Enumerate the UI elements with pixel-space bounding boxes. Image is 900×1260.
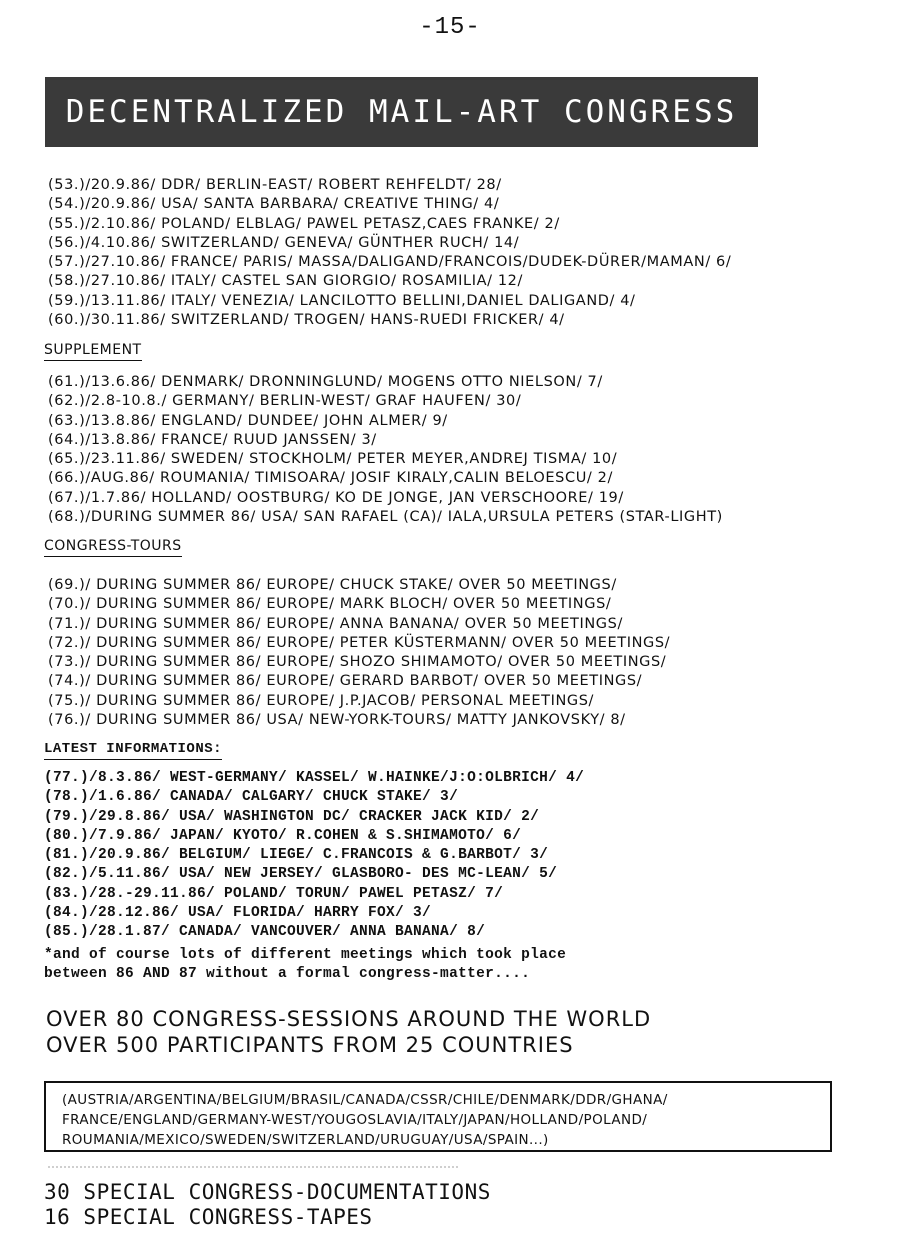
list-item: (67.)/1.7.86/ HOLLAND/ OOSTBURG/ KO DE JONGE, JAN VERSCHOORE/ 19/ <box>48 489 624 506</box>
list-item: (63.)/13.8.86/ ENGLAND/ DUNDEE/ JOHN ALMER/ 9/ <box>48 412 448 429</box>
footnote <box>44 946 566 984</box>
list-item: (66.)/AUG.86/ ROUMANIA/ TIMISOARA/ JOSIF KIRALY,CALIN BELOESCU/ 2/ <box>48 470 613 487</box>
list-item: (60.)/30.11.86/ SWITZERLAND/ TROGEN/ HANS-RUEDI FRICKER/ 4/ <box>48 312 565 329</box>
list-item: (75.)/ DURING SUMMER 86/ EUROPE/ J.P.JACOB/ PERSONAL MEETINGS/ <box>48 692 595 709</box>
congress-tours-heading: CONGRESS-TOURS <box>44 538 182 557</box>
countries-line: ROUMANIA/MEXICO/SWEDEN/SWITZERLAND/URUGUAY/USA/SPAIN...) <box>62 1132 549 1148</box>
summary-block <box>46 1006 651 1058</box>
congress-tours-list <box>48 576 670 730</box>
list-item: (71.)/ DURING SUMMER 86/ EUROPE/ ANNA BANANA/ OVER 50 MEETINGS/ <box>48 615 623 632</box>
summary-line: OVER 500 PARTICIPANTS FROM 25 COUNTRIES <box>46 1033 574 1057</box>
footnote-line: between 86 AND 87 without a formal congress-matter.... <box>44 966 531 982</box>
list-item: (57.)/27.10.86/ FRANCE/ PARIS/ MASSA/DALIGAND/FRANCOIS/DUDEK-DÜRER/MAMAN/ 6/ <box>48 254 732 271</box>
list-item: (55.)/2.10.86/ POLAND/ ELBLAG/ PAWEL PETASZ,CAES FRANKE/ 2/ <box>48 215 560 232</box>
list-item: (79.)/29.8.86/ USA/ WASHINGTON DC/ CRACKER JACK KID/ 2/ <box>44 808 540 825</box>
list-item: (77.)/8.3.86/ WEST-GERMANY/ KASSEL/ W.HAINKE/J:O:OLBRICH/ 4/ <box>44 770 585 786</box>
list-item: (61.)/13.6.86/ DENMARK/ DRONNINGLUND/ MOGENS OTTO NIELSON/ 7/ <box>48 374 603 390</box>
list-item: (58.)/27.10.86/ ITALY/ CASTEL SAN GIORGIO/ ROSAMILIA/ 12/ <box>48 273 523 290</box>
list-item: (56.)/4.10.86/ SWITZERLAND/ GENEVA/ GÜNTHER RUCH/ 14/ <box>48 234 520 251</box>
countries-box <box>44 1081 832 1152</box>
list-item: (80.)/7.9.86/ JAPAN/ KYOTO/ R.COHEN & S.SHIMAMOTO/ 6/ <box>44 827 522 844</box>
countries-line: FRANCE/ENGLAND/GERMANY-WEST/YOUGOSLAVIA/ITALY/JAPAN/HOLLAND/POLAND/ <box>62 1112 648 1128</box>
list-item: (81.)/20.9.86/ BELGIUM/ LIEGE/ C.FRANCOIS & G.BARBOT/ 3/ <box>44 847 549 864</box>
list-item: (69.)/ DURING SUMMER 86/ EUROPE/ CHUCK STAKE/ OVER 50 MEETINGS/ <box>48 577 617 593</box>
list-item: (76.)/ DURING SUMMER 86/ USA/ NEW-YORK-TOURS/ MATTY JANKOVSKY/ 8/ <box>48 712 626 729</box>
list-item: (65.)/23.11.86/ SWEDEN/ STOCKHOLM/ PETER MEYER,ANDREJ TISMA/ 10/ <box>48 451 618 468</box>
list-item: (74.)/ DURING SUMMER 86/ EUROPE/ GERARD BARBOT/ OVER 50 MEETINGS/ <box>48 673 643 690</box>
bottom-line: 16 SPECIAL CONGRESS-TAPES <box>44 1205 373 1229</box>
list-item: (62.)/2.8-10.8./ GERMANY/ BERLIN-WEST/ GRAF HAUFEN/ 30/ <box>48 393 522 410</box>
list-item: (54.)/20.9.86/ USA/ SANTA BARBARA/ CREATIVE THING/ 4/ <box>48 196 500 213</box>
list-item: (59.)/13.11.86/ ITALY/ VENEZIA/ LANCILOTTO BELLINI,DANIEL DALIGAND/ 4/ <box>48 292 636 309</box>
list-item: (68.)/DURING SUMMER 86/ USA/ SAN RAFAEL (CA)/ IALA,URSULA PETERS (STAR-LIGHT) <box>48 509 723 526</box>
list-item: (64.)/13.8.86/ FRANCE/ RUUD JANSSEN/ 3/ <box>48 431 377 448</box>
bottom-lines <box>44 1180 491 1230</box>
list-item: (70.)/ DURING SUMMER 86/ EUROPE/ MARK BLOCH/ OVER 50 MEETINGS/ <box>48 596 612 613</box>
list-item: (53.)/20.9.86/ DDR/ BERLIN-EAST/ ROBERT REHFELDT/ 28/ <box>48 177 502 193</box>
banner-title: DECENTRALIZED MAIL-ART CONGRESS <box>45 77 758 147</box>
supplement-heading: SUPPLEMENT <box>44 342 142 361</box>
list-item: (78.)/1.6.86/ CANADA/ CALGARY/ CHUCK STAKE/ 3/ <box>44 789 459 806</box>
faint-bleed-through-line <box>48 1166 458 1174</box>
latest-informations-heading: LATEST INFORMATIONS: <box>44 741 222 760</box>
list-item: (82.)/5.11.86/ USA/ NEW JERSEY/ GLASBORO- DES MC-LEAN/ 5/ <box>44 866 558 883</box>
supplement-list <box>48 373 723 527</box>
main-entries-list <box>48 176 731 330</box>
bottom-line: 30 SPECIAL CONGRESS-DOCUMENTATIONS <box>44 1180 491 1204</box>
list-item: (73.)/ DURING SUMMER 86/ EUROPE/ SHOZO SHIMAMOTO/ OVER 50 MEETINGS/ <box>48 654 667 671</box>
latest-informations-list <box>44 769 584 943</box>
list-item: (72.)/ DURING SUMMER 86/ EUROPE/ PETER KÜSTERMANN/ OVER 50 MEETINGS/ <box>48 634 671 651</box>
list-item: (84.)/28.12.86/ USA/ FLORIDA/ HARRY FOX/ 3/ <box>44 905 432 922</box>
footnote-line: *and of course lots of different meetings which took place <box>44 947 567 963</box>
page-number: -15- <box>419 14 481 41</box>
summary-line: OVER 80 CONGRESS-SESSIONS AROUND THE WORLD <box>46 1007 652 1031</box>
countries-line: (AUSTRIA/ARGENTINA/BELGIUM/BRASIL/CANADA/CSSR/CHILE/DENMARK/DDR/GHANA/ <box>62 1092 668 1108</box>
list-item: (83.)/28.-29.11.86/ POLAND/ TORUN/ PAWEL PETASZ/ 7/ <box>44 885 504 902</box>
list-item: (85.)/28.1.87/ CANADA/ VANCOUVER/ ANNA BANANA/ 8/ <box>44 924 486 941</box>
